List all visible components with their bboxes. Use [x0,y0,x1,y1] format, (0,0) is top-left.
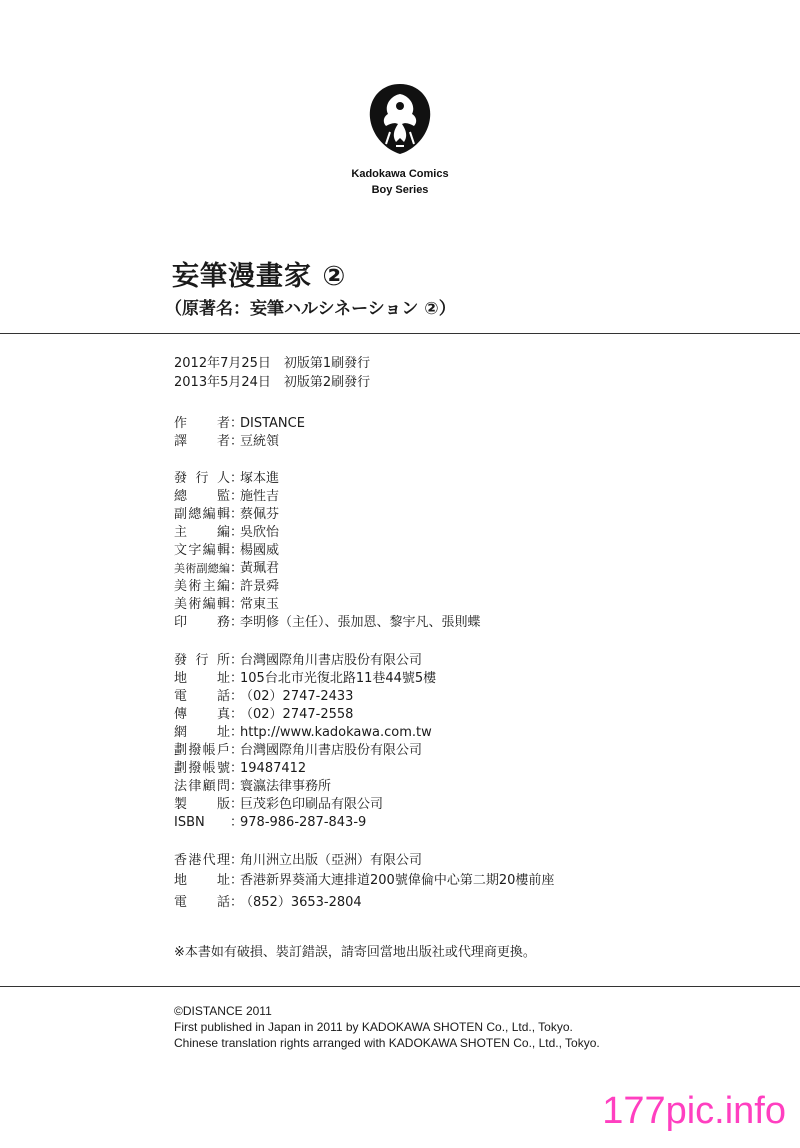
credit-value: 105台北市光復北路11巷44號5樓 [240,671,437,686]
credits-staff [174,470,481,632]
credit-label: 主編 [174,525,230,540]
credit-value: 19487412 [240,761,307,776]
credit-value: 許景舜 [240,579,280,594]
credit-label: 譯者 [174,434,230,449]
credit-value: （852）3653-2804 [240,895,362,910]
credit-label: ISBN [174,815,205,830]
credit-row: 法律顧問 ： 寰瀛法律事務所 [174,779,332,794]
credit-value: 978-986-287-843-9 [240,815,367,830]
credit-label: 劃撥帳戶 [174,743,230,758]
credit-label: 美術編輯 [174,597,230,612]
credit-label: 發行人 [174,471,230,486]
credit-value: 黃珮君 [240,561,280,576]
credit-label: 副總編輯 [174,507,230,522]
credit-value: DISTANCE [240,416,305,431]
book-title: 妄筆漫畫家 ② [172,261,347,292]
credit-value: 塚本進 [240,471,280,486]
credit-label: 傳真 [174,707,230,722]
publisher-logo [0,80,800,198]
credit-label: 製版 [174,797,230,812]
credit-label: 電話 [174,895,230,910]
credit-label: 總監 [174,489,230,504]
credit-label: 印務 [174,615,230,630]
credit-row: 香港代理 ： 角川洲立出版（亞洲）有限公司 [174,853,423,868]
credit-value: 李明修（主任）、張加恩、黎宇凡、張則蝶 [240,615,481,630]
credit-value: 台灣國際角川書店股份有限公司 [240,653,423,668]
credit-row: 製版 ： 巨茂彩色印刷品有限公司 [174,797,384,812]
credit-row: 地址 ： 105台北市光復北路11巷44號5樓 [174,671,437,686]
credit-row: 地址 ： 香港新界葵涌大連排道200號偉倫中心第二期20樓前座 [174,870,554,892]
credit-value: 角川洲立出版（亞洲）有限公司 [240,853,423,868]
credit-value: 台灣國際角川書店股份有限公司 [240,743,423,758]
credit-value: 吳欣怡 [240,525,280,540]
credit-value: （02）2747-2558 [240,707,354,722]
credit-row: ISBN ： 978-986-287-843-9 [174,815,367,830]
credit-row: 發行人 ： 塚本進 [174,471,280,486]
credit-value: 寰瀛法律事務所 [240,779,332,794]
credit-value: 常東玉 [240,597,280,612]
credits-hk-agent [174,852,554,914]
credit-label: 美術主編 [174,579,230,594]
credit-row: 主編 ： 吳欣怡 [174,525,280,540]
credit-row: 譯者 ： 豆統領 [174,434,280,449]
credit-label: 法律顧問 [174,779,230,794]
divider-top [0,333,800,334]
credit-label: 作者 [174,416,230,431]
site-watermark: 177pic.info [602,1090,786,1132]
credit-row: 劃撥帳號 ： 19487412 [174,761,307,776]
credits-author [174,415,305,451]
credit-value: 巨茂彩色印刷品有限公司 [240,797,384,812]
phoenix-crest-icon [360,80,440,160]
credit-row: 美術編輯 ： 常東玉 [174,597,280,612]
credit-label: 地址 [174,873,230,888]
credit-value: 蔡佩芬 [240,507,280,522]
credit-label: 劃撥帳號 [174,761,230,776]
credit-row: 美術副總編 ： 黃珮君 [174,561,280,576]
credit-row: 印務 ： 李明修（主任）、張加恩、黎宇凡、張則蝶 [174,615,481,630]
credit-row: 傳真 ： （02）2747-2558 [174,707,354,722]
credits-publisher [174,652,436,832]
website-link[interactable]: http://www.kadokawa.com.tw [240,725,432,740]
credit-row: 劃撥帳戶 ： 台灣國際角川書店股份有限公司 [174,743,423,758]
copyright-block [174,1003,600,1051]
copyright-line: Chinese translation rights arranged with KADOKAWA SHOTEN Co., Ltd., Tokyo. [174,1036,600,1050]
credit-row: 副總編輯 ： 蔡佩芬 [174,507,280,522]
credit-value: （02）2747-2433 [240,689,354,704]
history-line: 2012年7月25日 初版第1刷發行 [174,356,371,371]
credit-row: 作者 ： DISTANCE [174,416,305,431]
credit-row: 發行所 ： 台灣國際角川書店股份有限公司 [174,653,423,668]
credit-value: 香港新界葵涌大連排道200號偉倫中心第二期20樓前座 [240,873,555,888]
credit-label: 網址 [174,725,230,740]
credit-value: 施性吉 [240,489,280,504]
credit-label: 文字編輯 [174,543,230,558]
credit-row: 文字編輯 ： 楊國威 [174,543,280,558]
printing-history [174,355,370,393]
credit-label: 香港代理 [174,853,230,868]
imprint-series: Boy Series [371,184,429,196]
credit-row: 總監 ： 施性吉 [174,489,280,504]
credit-label: 發行所 [174,653,230,668]
copyright-line: First published in Japan in 2011 by KADOKAWA SHOTEN Co., Ltd., Tokyo. [174,1020,573,1034]
original-title: （原著名：妄筆ハルシネーション ②） [165,299,456,319]
credit-label: 地址 [174,671,230,686]
credit-row: 網址 ： http://www.kadokawa.com.tw [174,725,432,740]
imprint-name: Kadokawa Comics [351,168,449,180]
credit-label: 電話 [174,689,230,704]
credit-value: 豆統領 [240,434,280,449]
credit-row: 電話 ： （02）2747-2433 [174,689,354,704]
damage-notice: ※本書如有破損、裝訂錯誤，請寄回當地出版社或代理商更換。 [174,945,536,960]
copyright-line: ©DISTANCE 2011 [174,1004,272,1018]
credit-row: 電話 ： （852）3653-2804 [174,892,554,914]
divider-bottom [0,986,800,987]
credit-value: 楊國威 [240,543,280,558]
credit-row: 美術主編 ： 許景舜 [174,579,280,594]
history-line: 2013年5月24日 初版第2刷發行 [174,375,371,390]
credit-label: 美術副總編 [174,562,230,575]
